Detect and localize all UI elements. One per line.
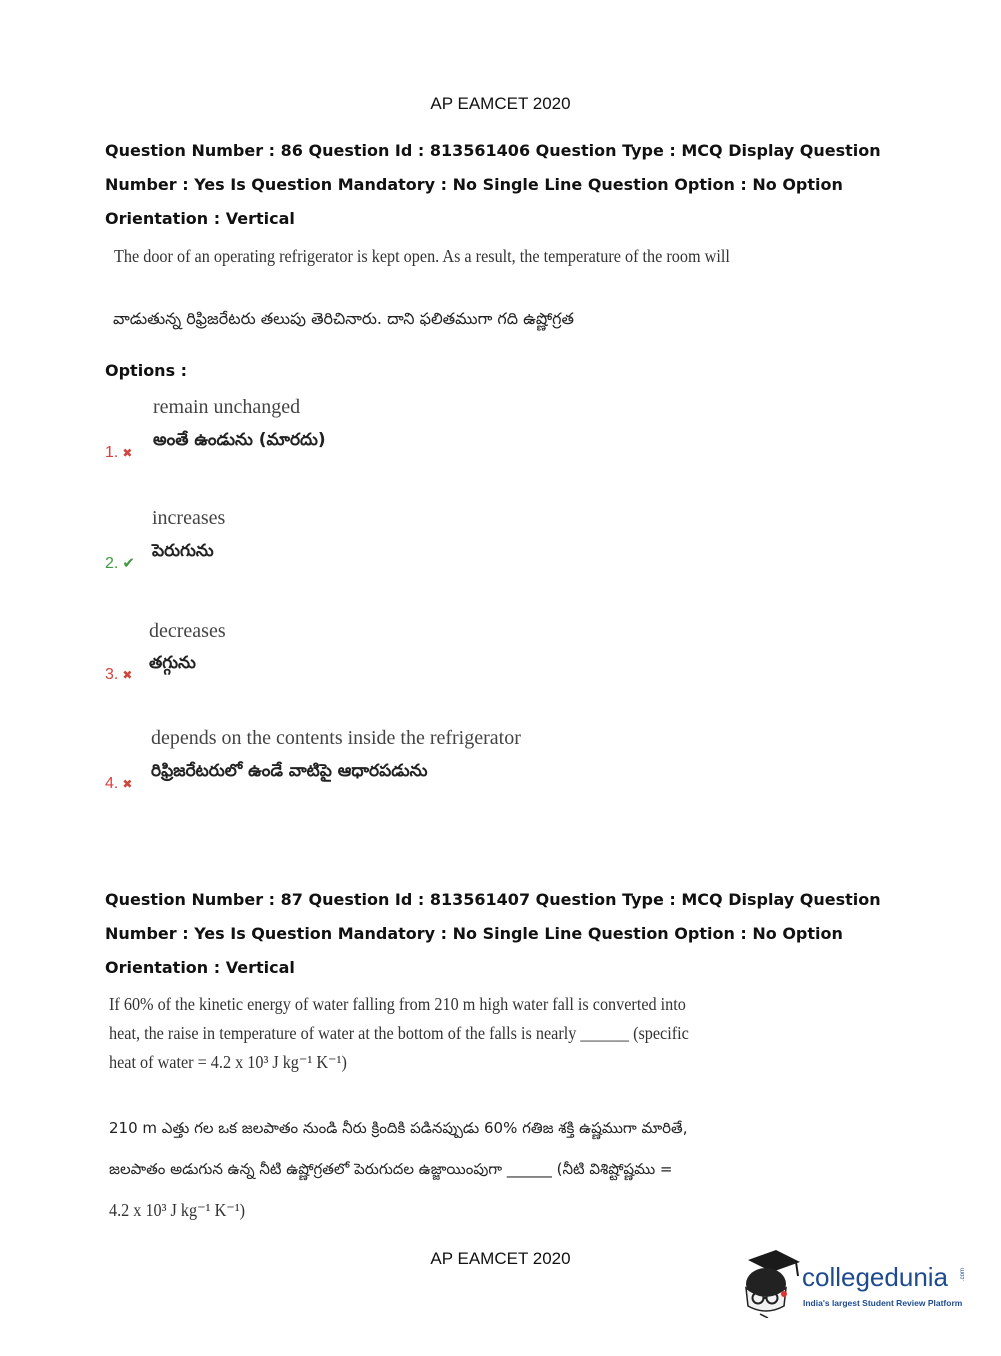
question-line: heat, the raise in temperature of water at the bottom of the falls is nearly ______ (specific: [109, 1023, 689, 1043]
option-2-marker: [105, 554, 135, 573]
check-icon: ✔: [122, 555, 135, 572]
question-87-text-telugu: [109, 1108, 749, 1231]
page-footer-title: AP EAMCET 2020: [430, 1249, 571, 1268]
option-number: 3.: [105, 666, 119, 683]
question-line: heat of water = 4.2 x 10³ J kg⁻¹ K⁻¹): [109, 1052, 347, 1072]
question-86-text-english: The door of an operating refrigerator is kept open. As a result, the temperature of the room will: [114, 246, 730, 266]
option-1-english: remain unchanged: [153, 396, 301, 418]
option-3-telugu: తగ్గును: [149, 653, 196, 673]
mascot-icon: [740, 1248, 802, 1318]
question-87-text-english: [109, 990, 789, 1077]
cross-icon: ✖: [122, 777, 133, 791]
option-4-english: depends on the contents inside the refrigerator: [151, 727, 521, 749]
option-2-telugu: పెరుగును: [152, 541, 214, 561]
option-number: 2.: [105, 555, 119, 572]
logo-wordmark: collegedunia: [802, 1262, 949, 1292]
meta-line: Question Number : 87 Question Id : 813561407 Question Type : MCQ Display Question: [105, 890, 881, 909]
question-86-text-telugu: వాడుతున్న రిఫ్రిజరేటరు తలుపు తెరిచినారు. దాని ఫలితముగా గది ఉష్ణోగ్రత: [113, 309, 574, 328]
option-number: 4.: [105, 775, 119, 792]
option-3-marker: [105, 666, 132, 684]
cross-icon: ✖: [122, 668, 133, 682]
collegedunia-logo: [740, 1248, 970, 1320]
meta-line: Orientation : Vertical: [105, 209, 295, 228]
option-3-english: decreases: [149, 620, 226, 642]
meta-line: Question Number : 86 Question Id : 813561406 Question Type : MCQ Display Question: [105, 141, 881, 160]
question-line: If 60% of the kinetic energy of water falling from 210 m high water fall is converted into: [109, 994, 686, 1014]
question-86-metadata: [105, 134, 905, 236]
option-1-marker: [105, 444, 132, 462]
option-4-marker: [105, 775, 132, 793]
meta-line: Number : Yes Is Question Mandatory : No Single Line Question Option : No Option: [105, 175, 843, 194]
option-2-english: increases: [152, 507, 226, 529]
meta-line: Number : Yes Is Question Mandatory : No Single Line Question Option : No Option: [105, 924, 843, 943]
option-4-telugu: రిఫ్రిజరేటరులో ఉండే వాటిపై ఆధారపడును: [151, 761, 428, 781]
question-line: 4.2 x 10³ J kg⁻¹ K⁻¹): [109, 1200, 246, 1220]
option-number: 1.: [105, 444, 119, 461]
options-label: Options :: [105, 361, 188, 380]
question-87-metadata: [105, 883, 905, 985]
question-line: జలపాతం అడుగున ఉన్న నీటి ఉష్ణోగ్రతలో పెరుగుదల ఉజ్జాయింపుగా ______ (నీటి విశిష్టోష్ణము =: [109, 1160, 673, 1178]
option-1-telugu: అంతే ఉండును (మారదు): [153, 430, 326, 450]
logo-tagline: India's largest Student Review Platform: [803, 1298, 963, 1308]
page-header-title: AP EAMCET 2020: [430, 94, 571, 113]
cross-icon: ✖: [122, 446, 133, 460]
meta-line: Orientation : Vertical: [105, 958, 295, 977]
logo-domain: .com: [960, 1268, 966, 1282]
question-line: 210 m ఎత్తు గల ఒక జలపాతం నుండి నీరు క్రిందికి పడినప్పుడు 60% గతిజ శక్తి ఉష్ణముగా మారితే,: [109, 1119, 688, 1137]
